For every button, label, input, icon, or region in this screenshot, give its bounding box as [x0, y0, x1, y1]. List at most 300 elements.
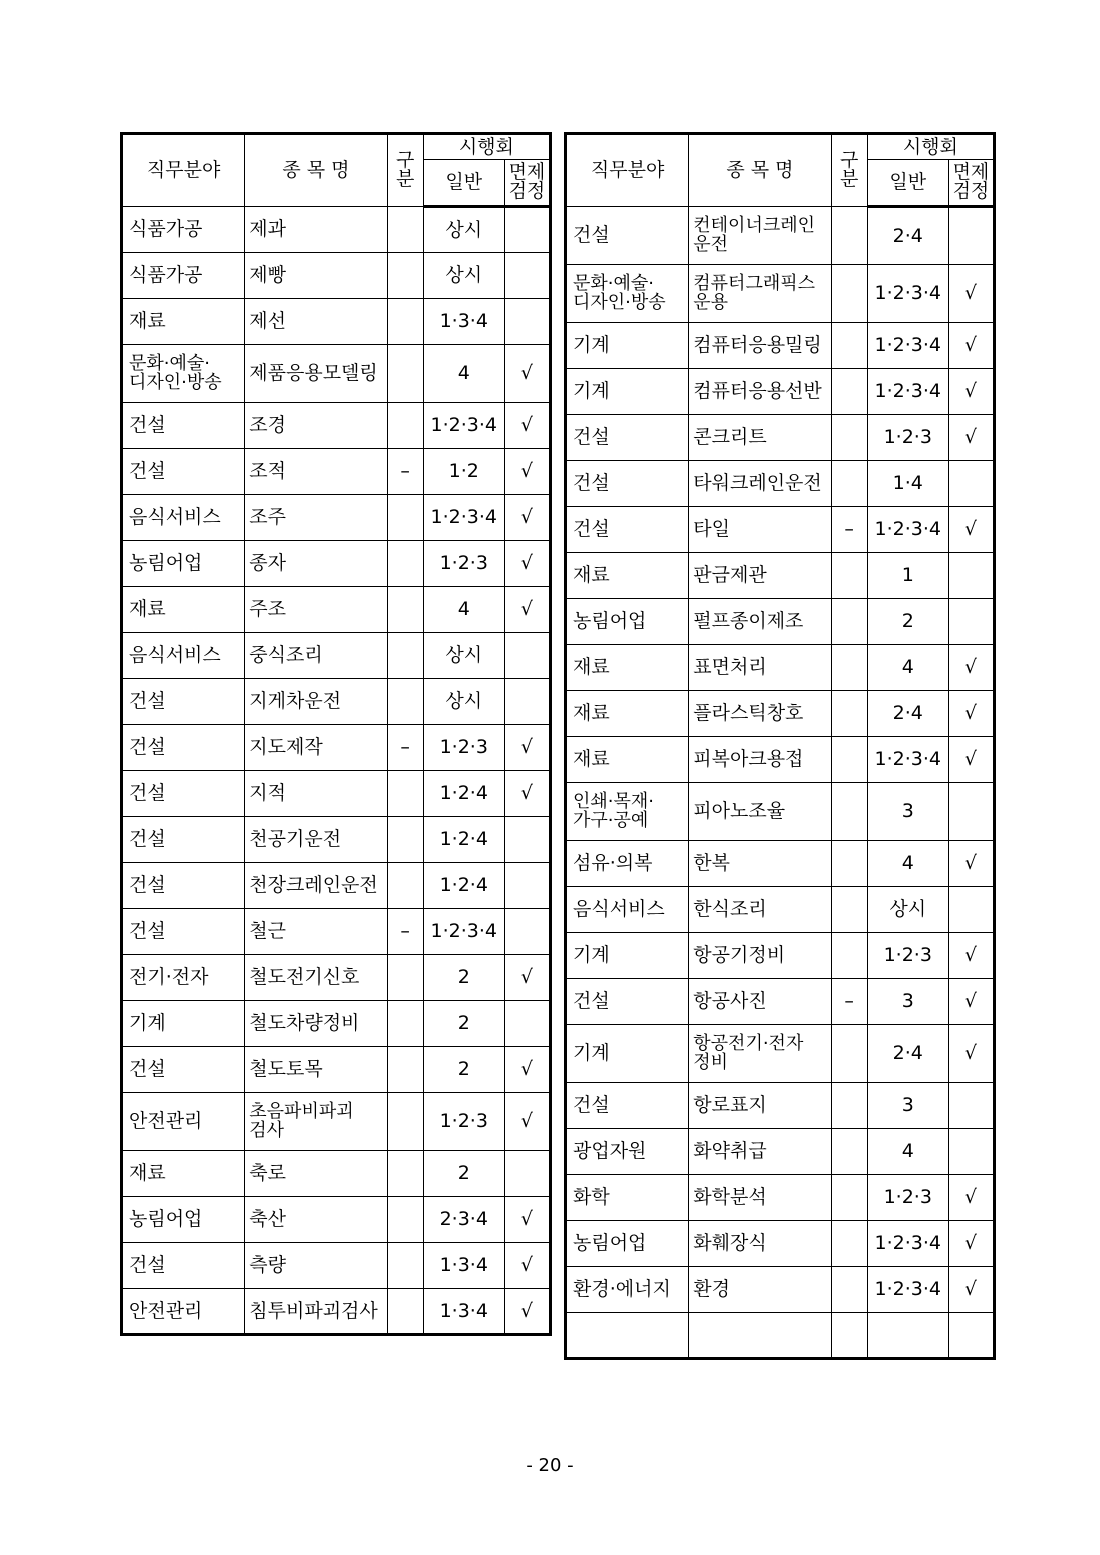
cell-line: 전기·전자 [129, 966, 209, 989]
general-cell: 1·2·3·4 [867, 1267, 948, 1313]
item-cell [245, 863, 387, 909]
exempt-cell [948, 783, 994, 841]
cell-line: 검사 [249, 1119, 285, 1141]
gubun-cell [831, 415, 867, 461]
cell-line: 표면처리 [693, 656, 767, 679]
cell-line: 건설 [573, 472, 610, 495]
cell-line: 농림어업 [129, 552, 203, 575]
header-field: 직무분야 [122, 134, 245, 207]
table-row [122, 679, 551, 725]
table-row [122, 1243, 551, 1289]
field-cell [566, 645, 689, 691]
general-cell: 1 [867, 553, 948, 599]
item-cell [689, 737, 831, 783]
check-mark-icon: √ [504, 725, 550, 771]
field-cell [566, 553, 689, 599]
gubun-cell [387, 1093, 423, 1151]
cell-line: 재료 [129, 598, 166, 621]
cell-line: 건설 [129, 460, 166, 483]
item-cell [689, 887, 831, 933]
field-cell [122, 909, 245, 955]
cell-line: 컴퓨터그래픽스 [693, 272, 815, 294]
general-cell: 1·3·4 [423, 1243, 504, 1289]
general-cell: 1·2·4 [423, 771, 504, 817]
cell-line: 제품응용모델링 [249, 362, 378, 385]
general-cell: 1·2·3 [423, 1093, 504, 1151]
check-mark-icon: √ [948, 841, 994, 887]
table-row [122, 1093, 551, 1151]
gubun-cell [387, 495, 423, 541]
cell-line: 천공기운전 [249, 828, 342, 851]
field-cell [122, 1151, 245, 1197]
general-cell: 1·2·3·4 [867, 265, 948, 323]
cell-line: 재료 [573, 702, 610, 725]
header-general: 일반 [867, 160, 948, 207]
general-cell: 1·2·3 [867, 415, 948, 461]
cell-line: 종자 [249, 552, 286, 575]
table-row [566, 415, 995, 461]
cell-line: 축산 [249, 1208, 286, 1231]
cell-line: 기계 [129, 1012, 166, 1035]
header-exempt: 면제 검정 [948, 160, 994, 207]
field-cell [566, 507, 689, 553]
check-mark-icon: √ [948, 737, 994, 783]
header-item: 종 목 명 [689, 134, 831, 207]
check-mark-icon: √ [504, 495, 550, 541]
field-cell [566, 737, 689, 783]
table-row [122, 771, 551, 817]
general-cell: 2 [423, 1151, 504, 1197]
exempt-cell [948, 1083, 994, 1129]
item-cell [245, 1151, 387, 1197]
general-cell: 2·4 [867, 1025, 948, 1083]
cell-line: 한복 [693, 852, 730, 875]
field-cell [566, 1025, 689, 1083]
exempt-cell [948, 553, 994, 599]
general-cell: 1·2·3 [423, 541, 504, 587]
cell-line: 타워크레인운전 [693, 472, 822, 495]
header-exempt: 면제 검정 [504, 160, 550, 207]
cell-line: 조적 [249, 460, 286, 483]
item-cell [689, 1025, 831, 1083]
cell-line: 건설 [129, 1058, 166, 1081]
exempt-cell [948, 599, 994, 645]
cell-line: 제과 [249, 218, 286, 241]
cell-line: 건설 [573, 518, 610, 541]
cell-line: 조경 [249, 414, 286, 437]
check-mark-icon: √ [504, 403, 550, 449]
gubun-cell [387, 1243, 423, 1289]
item-cell [689, 841, 831, 887]
item-cell [245, 909, 387, 955]
item-cell [245, 725, 387, 771]
general-cell: 4 [867, 645, 948, 691]
gubun-cell [831, 737, 867, 783]
cell-line: 천장크레인운전 [249, 874, 378, 897]
header-session: 시행회 [423, 134, 550, 160]
cell-line: 측량 [249, 1254, 286, 1277]
field-cell [566, 323, 689, 369]
gubun-cell [831, 1221, 867, 1267]
cell-line: 지도제작 [249, 736, 323, 759]
general-cell: 3 [867, 1083, 948, 1129]
gubun-cell [387, 1151, 423, 1197]
check-mark-icon: √ [948, 645, 994, 691]
general-cell: 1·2·3·4 [423, 403, 504, 449]
empty-cell [867, 1313, 948, 1359]
gubun-cell [831, 841, 867, 887]
general-cell: 1·2·3·4 [423, 909, 504, 955]
field-cell [566, 841, 689, 887]
general-cell: 2 [423, 955, 504, 1001]
check-mark-icon: √ [504, 955, 550, 1001]
field-cell [122, 863, 245, 909]
header-gubun: 구 분 [387, 134, 423, 207]
cell-line: 환경·에너지 [573, 1278, 671, 1301]
gubun-cell [831, 1175, 867, 1221]
general-cell: 2 [867, 599, 948, 645]
field-cell [566, 691, 689, 737]
check-mark-icon: √ [948, 1025, 994, 1083]
item-cell [689, 369, 831, 415]
field-cell [566, 461, 689, 507]
general-cell: 1·2·4 [423, 863, 504, 909]
item-cell [689, 415, 831, 461]
header-item: 종 목 명 [245, 134, 387, 207]
field-cell [122, 633, 245, 679]
cell-line: 재료 [573, 748, 610, 771]
cell-line: 항공사진 [693, 990, 767, 1013]
cell-line: 음식서비스 [573, 898, 665, 921]
gubun-cell [387, 253, 423, 299]
field-cell [122, 1001, 245, 1047]
cell-line: 피아노조율 [693, 800, 786, 823]
table-row [122, 909, 551, 955]
cell-line: 재료 [573, 656, 610, 679]
table-row [122, 345, 551, 403]
field-cell [566, 369, 689, 415]
table-row [566, 1129, 995, 1175]
field-cell [122, 1047, 245, 1093]
exempt-cell [504, 253, 550, 299]
field-cell [122, 541, 245, 587]
general-cell: 2 [423, 1001, 504, 1047]
exempt-cell [504, 817, 550, 863]
cell-line: 재료 [573, 564, 610, 587]
item-cell [689, 979, 831, 1025]
general-cell: 2·3·4 [423, 1197, 504, 1243]
general-cell: 1·4 [867, 461, 948, 507]
table-row [566, 323, 995, 369]
check-mark-icon: √ [948, 1267, 994, 1313]
cell-line: 콘크리트 [693, 426, 767, 449]
table-row [566, 783, 995, 841]
cell-line: 제빵 [249, 264, 286, 287]
cell-line: 농림어업 [573, 1232, 647, 1255]
field-cell [566, 933, 689, 979]
general-cell: 1·2·3·4 [867, 323, 948, 369]
cell-line: 기계 [573, 944, 610, 967]
empty-cell [689, 1313, 831, 1359]
cell-line: 철근 [249, 920, 286, 943]
item-cell [245, 1047, 387, 1093]
gubun-cell [387, 403, 423, 449]
cell-line: 안전관리 [129, 1110, 203, 1133]
table-row [122, 495, 551, 541]
field-cell [566, 415, 689, 461]
cell-line: 판금제관 [693, 564, 767, 587]
general-cell: 2·4 [867, 691, 948, 737]
item-cell [245, 679, 387, 725]
gubun-cell [831, 265, 867, 323]
general-cell: 3 [867, 979, 948, 1025]
check-mark-icon: √ [504, 1243, 550, 1289]
field-cell [566, 887, 689, 933]
exempt-cell [504, 909, 550, 955]
table-row [566, 1221, 995, 1267]
gubun-cell [387, 587, 423, 633]
gubun-cell: – [387, 725, 423, 771]
item-cell [689, 645, 831, 691]
general-cell: 4 [423, 345, 504, 403]
item-cell [245, 633, 387, 679]
exempt-cell [948, 207, 994, 265]
general-cell: 1·2 [423, 449, 504, 495]
cell-line: 건설 [129, 874, 166, 897]
check-mark-icon: √ [948, 265, 994, 323]
item-cell [689, 783, 831, 841]
cell-line: 축로 [249, 1162, 286, 1185]
cell-line: 재료 [129, 310, 166, 333]
check-mark-icon: √ [948, 979, 994, 1025]
field-cell [566, 783, 689, 841]
gubun-cell [831, 645, 867, 691]
cell-line: 안전관리 [129, 1299, 203, 1322]
empty-cell [566, 1313, 689, 1359]
table-row [566, 1175, 995, 1221]
empty-cell [948, 1313, 994, 1359]
field-cell [566, 207, 689, 265]
cell-line: 기계 [573, 380, 610, 403]
cell-line: 환경 [693, 1278, 730, 1301]
gubun-cell [831, 323, 867, 369]
header-gubun: 구 분 [831, 134, 867, 207]
general-cell: 1·2·3·4 [867, 737, 948, 783]
table-row [122, 1289, 551, 1335]
cell-line: 침투비파괴검사 [249, 1299, 378, 1322]
table-row [566, 933, 995, 979]
cell-line: 주조 [249, 598, 286, 621]
table-row [566, 691, 995, 737]
cell-line: 컨테이너크레인 [693, 214, 815, 236]
cell-line: 농림어업 [573, 610, 647, 633]
gubun-cell: – [831, 507, 867, 553]
empty-cell [831, 1313, 867, 1359]
cell-line: 컴퓨터응용밀링 [693, 334, 822, 357]
cell-line: 화학분석 [693, 1186, 767, 1209]
table-row [566, 265, 995, 323]
gubun-cell [387, 345, 423, 403]
check-mark-icon: √ [948, 323, 994, 369]
item-cell [689, 461, 831, 507]
cell-line: 건설 [129, 782, 166, 805]
item-cell [689, 1175, 831, 1221]
cell-line: 초음파비파괴 [249, 1100, 354, 1122]
cell-line: 컴퓨터응용선반 [693, 380, 822, 403]
gubun-cell [387, 1047, 423, 1093]
gubun-cell [387, 1289, 423, 1335]
field-cell [566, 1221, 689, 1267]
field-cell [122, 403, 245, 449]
check-mark-icon: √ [948, 507, 994, 553]
field-cell [566, 1083, 689, 1129]
cell-line: 식품가공 [129, 264, 203, 287]
cell-line: 건설 [573, 426, 610, 449]
gubun-cell [831, 1083, 867, 1129]
item-cell [245, 253, 387, 299]
general-cell: 1·2·4 [423, 817, 504, 863]
cell-line: 음식서비스 [129, 506, 221, 529]
field-cell [122, 449, 245, 495]
field-cell [122, 1093, 245, 1151]
check-mark-icon: √ [504, 587, 550, 633]
field-cell [566, 1175, 689, 1221]
cell-line: 제선 [249, 310, 286, 333]
gubun-cell [831, 887, 867, 933]
cell-line: 건설 [129, 690, 166, 713]
field-cell [122, 299, 245, 345]
table-row [566, 207, 995, 265]
table-row [566, 841, 995, 887]
gubun-cell [387, 633, 423, 679]
qualification-table-right [564, 132, 996, 1360]
cell-line: 항공전기·전자 [693, 1032, 804, 1054]
table-row [566, 553, 995, 599]
gubun-cell [831, 1267, 867, 1313]
cell-line: 건설 [129, 828, 166, 851]
gubun-cell: – [387, 449, 423, 495]
field-cell [566, 265, 689, 323]
item-cell [245, 345, 387, 403]
gubun-cell [387, 771, 423, 817]
general-cell: 1·2·3·4 [867, 1221, 948, 1267]
cell-line: 인쇄·목재· [573, 790, 654, 812]
gubun-cell [387, 955, 423, 1001]
table-row [566, 599, 995, 645]
item-cell [689, 1129, 831, 1175]
table-row [566, 737, 995, 783]
gubun-cell: – [387, 909, 423, 955]
item-cell [245, 1001, 387, 1047]
table-row [122, 863, 551, 909]
exempt-cell [948, 887, 994, 933]
cell-line: 타일 [693, 518, 730, 541]
cell-line: 운전 [693, 233, 729, 255]
general-cell: 상시 [423, 207, 504, 253]
general-cell: 상시 [423, 679, 504, 725]
cell-line: 지적 [249, 782, 286, 805]
field-cell [566, 1129, 689, 1175]
exempt-cell [948, 461, 994, 507]
general-cell: 1·2·3·4 [867, 507, 948, 553]
general-cell: 상시 [423, 253, 504, 299]
cell-line: 재료 [129, 1162, 166, 1185]
check-mark-icon: √ [948, 369, 994, 415]
gubun-cell [831, 599, 867, 645]
gubun-cell [831, 207, 867, 265]
cell-line: 화약취급 [693, 1140, 767, 1163]
cell-line: 건설 [573, 224, 610, 247]
field-cell [122, 679, 245, 725]
table-row [566, 1025, 995, 1083]
cell-line: 건설 [129, 414, 166, 437]
gubun-cell: – [831, 979, 867, 1025]
cell-line: 화학 [573, 1186, 610, 1209]
item-cell [689, 507, 831, 553]
item-cell [245, 817, 387, 863]
cell-line: 건설 [129, 736, 166, 759]
table-row [566, 645, 995, 691]
gubun-cell [831, 783, 867, 841]
general-cell: 상시 [423, 633, 504, 679]
header-field: 직무분야 [566, 134, 689, 207]
item-cell [245, 1093, 387, 1151]
field-cell [122, 495, 245, 541]
cell-line: 건설 [573, 1094, 610, 1117]
check-mark-icon: √ [504, 771, 550, 817]
general-cell: 1·2·3 [867, 1175, 948, 1221]
cell-line: 펄프종이제조 [693, 610, 804, 633]
table-row [566, 461, 995, 507]
check-mark-icon: √ [504, 1197, 550, 1243]
field-cell [122, 207, 245, 253]
page-number: - 20 - [526, 1455, 574, 1476]
header-session: 시행회 [867, 134, 994, 160]
gubun-cell [831, 691, 867, 737]
table-row [122, 633, 551, 679]
table-row [566, 887, 995, 933]
cell-line: 한식조리 [693, 898, 767, 921]
field-cell [566, 1267, 689, 1313]
check-mark-icon: √ [504, 1093, 550, 1151]
cell-line: 중식조리 [249, 644, 323, 667]
table-row [122, 955, 551, 1001]
cell-line: 농림어업 [129, 1208, 203, 1231]
general-cell: 4 [867, 841, 948, 887]
cell-line: 화훼장식 [693, 1232, 767, 1255]
general-cell: 상시 [867, 887, 948, 933]
check-mark-icon: √ [504, 345, 550, 403]
table-row [122, 1047, 551, 1093]
table-row [122, 299, 551, 345]
gubun-cell [387, 817, 423, 863]
table-row [566, 979, 995, 1025]
check-mark-icon: √ [504, 1289, 550, 1335]
cell-line: 정비 [693, 1051, 729, 1073]
cell-line: 식품가공 [129, 218, 203, 241]
table-row [122, 253, 551, 299]
field-cell [566, 979, 689, 1025]
field-cell [566, 599, 689, 645]
gubun-cell [831, 933, 867, 979]
exempt-cell [504, 1001, 550, 1047]
item-cell [689, 1221, 831, 1267]
item-cell [245, 771, 387, 817]
cell-line: 섬유·의복 [573, 852, 653, 875]
check-mark-icon: √ [948, 1221, 994, 1267]
field-cell [122, 1289, 245, 1335]
item-cell [689, 207, 831, 265]
